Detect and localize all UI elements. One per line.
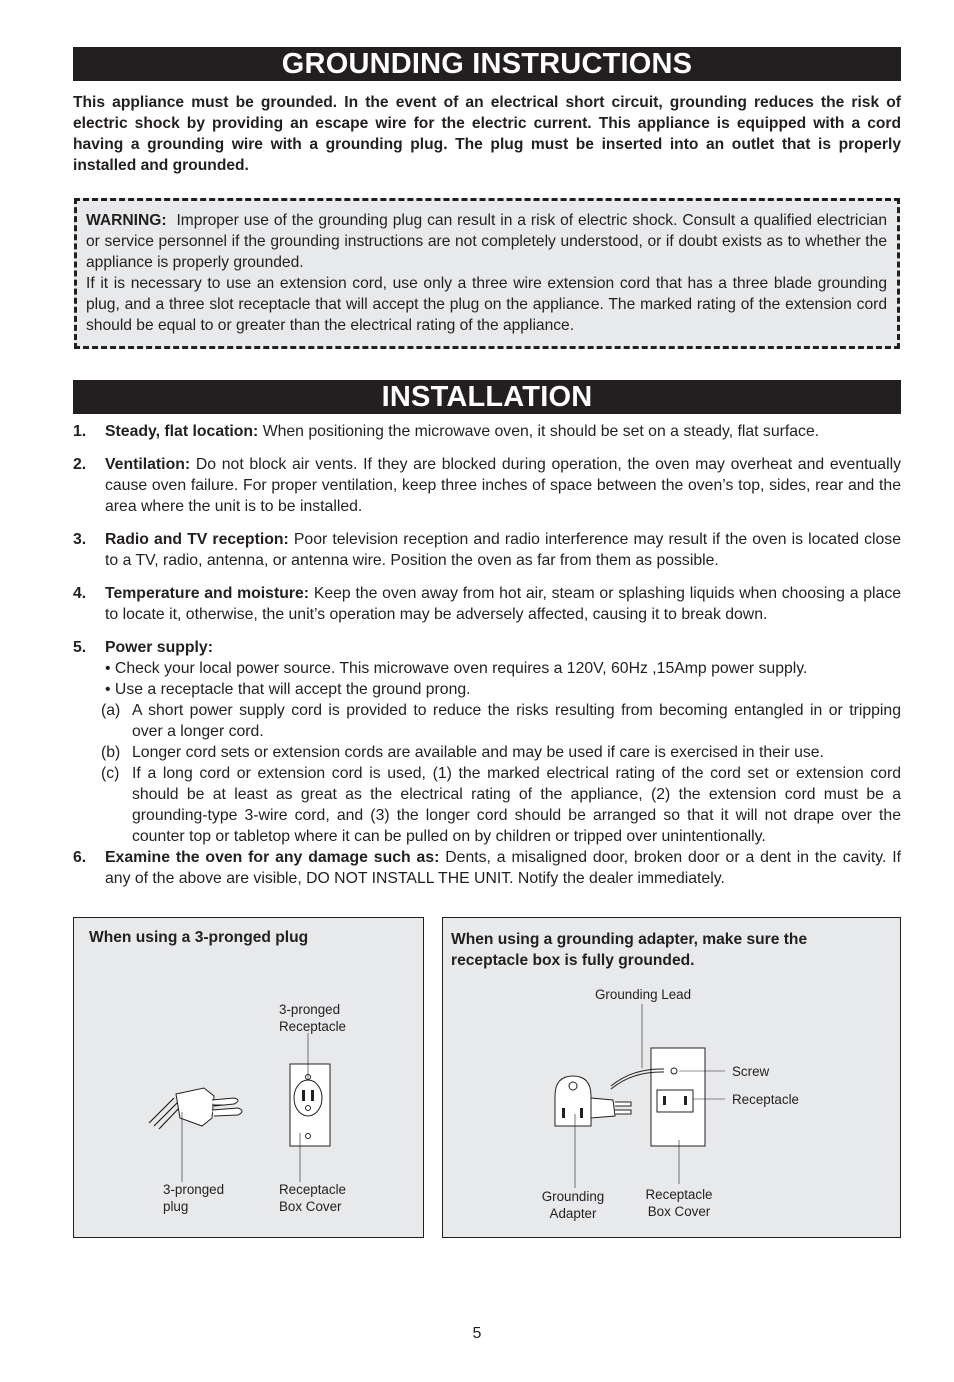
- installation-heading: INSTALLATION: [73, 380, 901, 414]
- warning-text: Improper use of the grounding plug can result in a risk of electric shock. Consult a qualified electrician or service personnel if the grounding instructions are not completely understood, or if doubt exists as to whether the appliance is properly grounded.: [86, 212, 887, 271]
- sub-letter: (a): [101, 702, 121, 719]
- sub-text: If a long cord or extension cord is used, (1) the marked electrical rating of the cord set or extension cord should be at least as great as the electrical rating of the appliance, (2) the extension cord must be a grounding-type 3-wire cord, and (3) the longer cord should be arranged so that it will not drape over the counter top or tabletop where it can be pulled on by children or tripped over unintentionally.: [132, 765, 901, 845]
- warning-paragraph: [86, 210, 887, 273]
- list-item: [73, 529, 901, 571]
- figure-3-pronged-plug: [73, 917, 424, 1238]
- figure-grounding-adapter: [442, 917, 901, 1238]
- item-title: Temperature and moisture:: [105, 585, 310, 602]
- item-number: 2.: [73, 456, 87, 473]
- grounding-intro: This appliance must be grounded. In the event of an electrical short circuit, grounding reduces the risk of electric shock by providing an escape wire for the electric current. This appliance is equipped with a cord having a grounding wire with a grounding plug. The plug must be inserted into an outlet that is properly installed and grounded.: [73, 94, 901, 174]
- power-sub-item: [101, 742, 901, 763]
- list-item: [73, 847, 901, 889]
- power-bullet: • Use a receptacle that will accept the ground prong.: [105, 681, 471, 698]
- 3-pronged-plug-diagram: [74, 918, 423, 1237]
- outlet-slot: [302, 1090, 305, 1101]
- grounding-heading: GROUNDING INSTRUCTIONS: [73, 47, 901, 81]
- warning-box: [74, 198, 900, 349]
- receptacle-outlet: [657, 1090, 693, 1112]
- item-text: When positioning the microwave oven, it should be set on a steady, flat surface.: [262, 423, 820, 440]
- power-sub-item: [101, 763, 901, 847]
- item-title: Examine the oven for any damage such as:: [105, 849, 440, 866]
- item-number: 6.: [73, 849, 87, 866]
- item-title: Ventilation:: [105, 456, 191, 473]
- receptacle-label: Receptacle: [732, 1092, 799, 1107]
- sub-letter: (c): [101, 765, 120, 782]
- item-text: Dents, a misaligned door, broken door or a dent in the cavity. If any of the above are visible, DO NOT INSTALL THE UNIT. Notify the dealer immediately.: [105, 849, 902, 887]
- plug-blade: [212, 1108, 242, 1116]
- item-text: Keep the oven away from hot air, steam or splashing liquids when choosing a place to locate it, otherwise, the unit’s operation may be adversely affected, causing it to break down.: [105, 585, 902, 623]
- figure-title: When using a 3-pronged plug: [89, 929, 309, 946]
- item-number: 5.: [73, 639, 87, 656]
- item-title: Power supply:: [105, 639, 213, 656]
- adapter-slot: [562, 1108, 565, 1118]
- page-number: 5: [472, 1325, 482, 1342]
- item-text: Poor television reception and radio interference may result if the oven is located close to a TV, radio, antenna, or antenna wire. Position the oven as far from them as possible.: [105, 531, 901, 569]
- sub-text: A short power supply cord is provided to reduce the risks resulting from becoming entangled in or tripping over a longer cord.: [132, 702, 901, 740]
- item-number: 3.: [73, 531, 87, 548]
- power-sub-item: [101, 700, 901, 742]
- item-text: Do not block air vents. If they are blocked during operation, the oven may overheat and eventually cause oven failure. For proper ventilation, keep three inches of space between the oven’s top, sides, rear and the area where the unit is to be installed.: [105, 456, 901, 515]
- figure-title: When using a grounding adapter, make sure the receptacle box is fully grounded.: [451, 931, 808, 969]
- list-item-power-supply: [73, 637, 901, 847]
- adapter-label: Grounding Adapter: [541, 1189, 605, 1221]
- sub-letter: (b): [101, 744, 121, 761]
- item-title: Radio and TV reception:: [105, 531, 289, 548]
- plug-label: 3-pronged plug: [163, 1182, 225, 1214]
- list-item: [73, 454, 901, 517]
- adapter-body: [555, 1076, 591, 1126]
- item-number: 4.: [73, 585, 87, 602]
- screw-label: Screw: [732, 1064, 770, 1079]
- grounding-lead-label: Grounding Lead: [595, 987, 692, 1002]
- adapter-slot: [580, 1108, 583, 1118]
- sub-text: Longer cord sets or extension cords are available and may be used if care is exercised in their use.: [132, 744, 824, 761]
- adapter-prong: [615, 1102, 631, 1114]
- extension-cord-paragraph: If it is necessary to use an extension cord, use only a three wire extension cord that has a three blade grounding plug, and a three slot receptacle that will accept the plug on the appliance. The marked rating of the extension cord should be equal to or greater than the electrical rating of the appliance.: [86, 275, 887, 334]
- installation-list: [73, 421, 901, 889]
- box-cover-label: Receptacle Box Cover: [279, 1182, 346, 1214]
- receptacle-label: 3-pronged Receptacle: [279, 1002, 346, 1034]
- list-item: [73, 421, 901, 442]
- warning-label: WARNING:: [86, 212, 167, 229]
- item-title: Steady, flat location:: [105, 423, 259, 440]
- list-item: [73, 583, 901, 625]
- outlet-slot: [311, 1090, 314, 1101]
- adapter-neck: [591, 1098, 615, 1118]
- power-bullet: • Check your local power source. This microwave oven requires a 120V, 60Hz ,15Amp power supply.: [105, 660, 808, 677]
- box-cover-label: Receptacle Box Cover: [645, 1187, 713, 1219]
- outlet-slot: [684, 1096, 687, 1105]
- item-number: 1.: [73, 423, 87, 440]
- outlet-slot: [663, 1096, 666, 1105]
